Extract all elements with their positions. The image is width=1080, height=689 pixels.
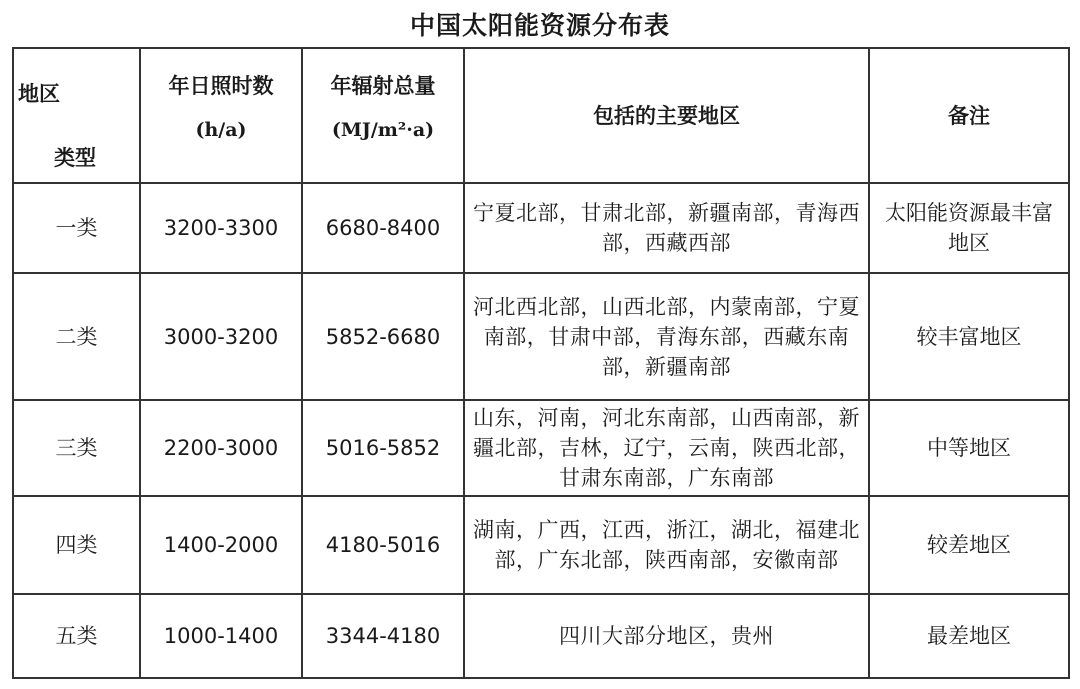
header-corner-cell bbox=[13, 48, 140, 183]
type-cell: 五类 bbox=[13, 594, 140, 678]
note-cell: 中等地区 bbox=[869, 400, 1069, 496]
header-radiation-cell bbox=[302, 48, 464, 183]
note-cell: 最差地区 bbox=[869, 594, 1069, 678]
table-row bbox=[13, 594, 1069, 678]
header-radiation-label: 年辐射总量 bbox=[330, 72, 436, 98]
hours-cell: 3200-3300 bbox=[140, 183, 302, 273]
page-title: 中国太阳能资源分布表 bbox=[409, 11, 670, 40]
note-cell: 较丰富地区 bbox=[869, 273, 1069, 400]
regions-cell: 河北西北部，山西北部，内蒙南部，宁夏南部，甘肃中部，青海东部，西藏东南部，新疆南部 bbox=[464, 273, 869, 400]
header-radiation-unit: (MJ/m²·a) bbox=[331, 118, 435, 141]
table-header-row bbox=[13, 48, 1069, 183]
radiation-cell: 4180-5016 bbox=[302, 496, 464, 594]
radiation-cell: 6680-8400 bbox=[302, 183, 464, 273]
hours-cell: 2200-3000 bbox=[140, 400, 302, 496]
header-region-label: 地区 bbox=[18, 81, 60, 106]
radiation-cell: 5016-5852 bbox=[302, 400, 464, 496]
note-cell: 较差地区 bbox=[869, 496, 1069, 594]
header-hours-label: 年日照时数 bbox=[168, 72, 274, 98]
type-cell: 四类 bbox=[13, 496, 140, 594]
type-cell: 二类 bbox=[13, 273, 140, 400]
hours-cell: 1000-1400 bbox=[140, 594, 302, 678]
header-type-label: 类型 bbox=[54, 145, 96, 170]
table-row bbox=[13, 183, 1069, 273]
regions-cell: 宁夏北部，甘肃北部，新疆南部，青海西部，西藏西部 bbox=[464, 183, 869, 273]
solar-resource-table bbox=[12, 47, 1070, 679]
type-cell: 一类 bbox=[13, 183, 140, 273]
table-row bbox=[13, 496, 1069, 594]
radiation-cell: 3344-4180 bbox=[302, 594, 464, 678]
table-row bbox=[13, 400, 1069, 496]
radiation-cell: 5852-6680 bbox=[302, 273, 464, 400]
note-cell: 太阳能资源最丰富地区 bbox=[869, 183, 1069, 273]
hours-cell: 3000-3200 bbox=[140, 273, 302, 400]
header-regions-cell: 包括的主要地区 bbox=[464, 48, 869, 183]
table-row bbox=[13, 273, 1069, 400]
regions-cell: 湖南，广西，江西，浙江，湖北，福建北部，广东北部，陕西南部，安徽南部 bbox=[464, 496, 869, 594]
regions-cell: 四川大部分地区，贵州 bbox=[464, 594, 869, 678]
header-hours-cell bbox=[140, 48, 302, 183]
type-cell: 三类 bbox=[13, 400, 140, 496]
header-notes-cell: 备注 bbox=[869, 48, 1069, 183]
header-hours-unit: (h/a) bbox=[195, 118, 247, 141]
regions-cell: 山东，河南，河北东南部，山西南部，新疆北部，吉林，辽宁，云南，陕西北部，甘肃东南部，广东南部 bbox=[464, 400, 869, 496]
hours-cell: 1400-2000 bbox=[140, 496, 302, 594]
